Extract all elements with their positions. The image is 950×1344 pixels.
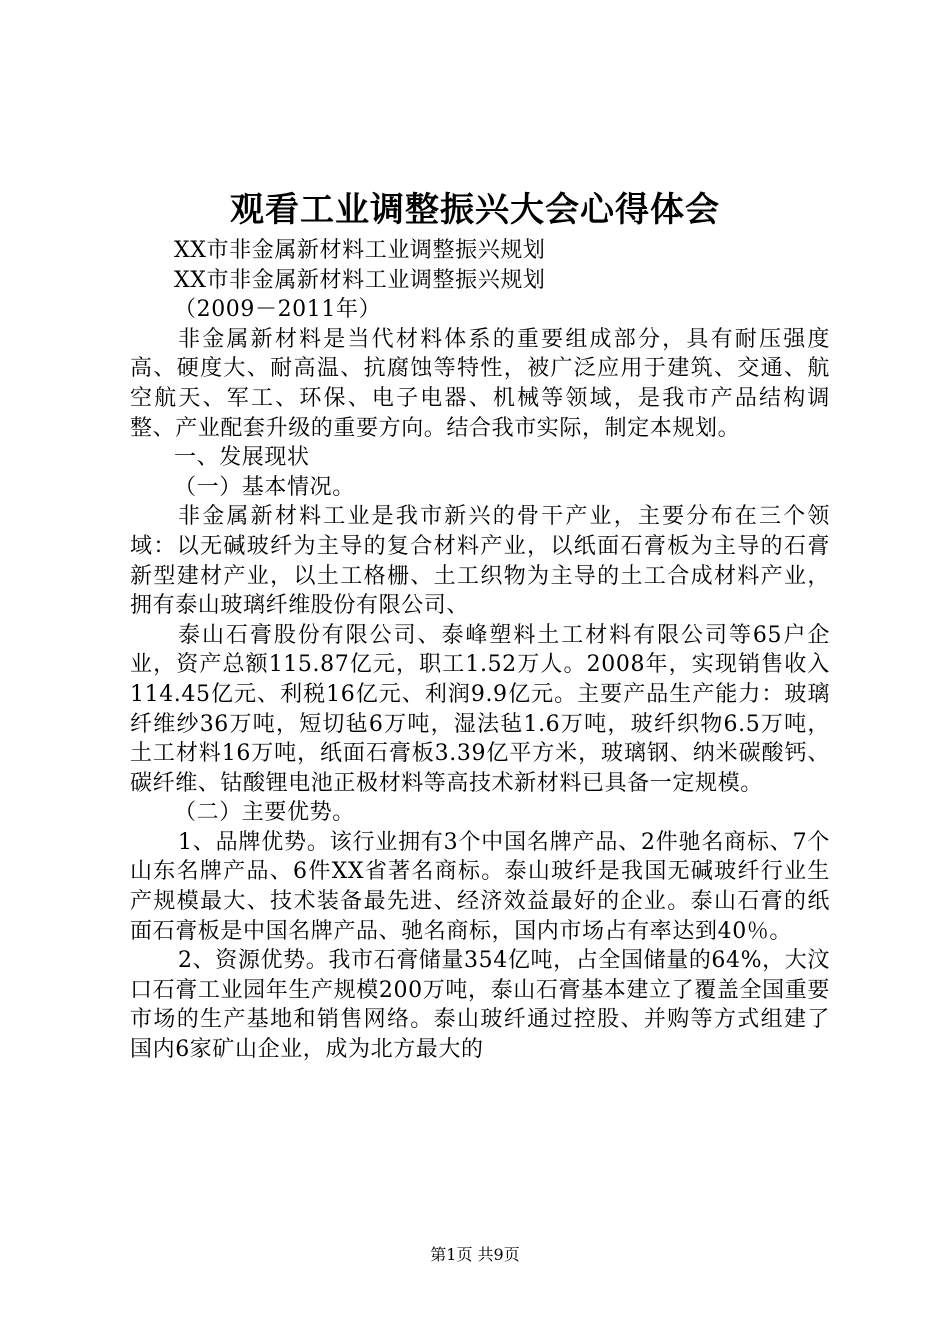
period-line: （2009－2011年） xyxy=(174,297,382,323)
document-title: 观看工业调整振兴大会心得体会 xyxy=(230,190,720,230)
section-heading: 一、发展现状 xyxy=(174,445,310,471)
document-body xyxy=(130,236,830,1065)
subtitle-line: XX市非金属新材料工业调整振兴规划 xyxy=(174,267,546,293)
subsection-heading: （一）基本情况。 xyxy=(174,474,355,500)
subsection-heading: （二）主要优势。 xyxy=(174,800,355,826)
subtitle-line: XX市非金属新材料工业调整振兴规划 xyxy=(174,238,546,263)
paragraph-basic: 非金属新材料工业是我市新兴的骨干产业，主要分布在三个领域：以无碱玻纤为主导的复合材料产业，以纸面石膏板为主导的石膏新型建材产业，以土工格栅、土工织物为主导的土工合成材料产业，拥有泰山玻璃纤维股份有限公司、 xyxy=(130,504,830,619)
page-footer: 第1页 共9页 xyxy=(430,1245,520,1264)
paragraph-brand: 1、品牌优势。该行业拥有3个中国名牌产品、2件驰名商标、7个山东名牌产品、6件XX省著名商标。泰山玻纤是我国无碱玻纤行业生产规模最大、技术装备最先进、经济效益最好的企业。泰山石膏的纸面石膏板是中国名牌产品、驰名商标，国内市场占有率达到40％。 xyxy=(130,829,830,944)
paragraph-resource: 2、资源优势。我市石膏储量354亿吨，占全国储量的64%，大汶口石膏工业园年生产规模200万吨，泰山石膏基本建立了覆盖全国重要市场的生产基地和销售网络。泰山玻纤通过控股、并购等方式组建了国内6家矿山企业，成为北方最大的 xyxy=(130,948,830,1063)
paragraph-enterprises: 泰山石膏股份有限公司、泰峰塑料土工材料有限公司等65户企业，资产总额115.87亿元，职工1.52万人。2008年，实现销售收入114.45亿元、利税16亿元、利润9.9亿元。主要产品生产能力：玻璃纤维纱36万吨，短切毡6万吨，湿法毡1.6万吨，玻纤织物6.5万吨，土工材料16万吨，纸面石膏板3.39亿平方米，玻璃钢、纳米碳酸钙、碳纤维、钴酸锂电池正极材料等高技术新材料已具备一定规模。 xyxy=(130,622,830,796)
paragraph-intro: 非金属新材料是当代材料体系的重要组成部分，具有耐压强度高、硬度大、耐高温、抗腐蚀等特性，被广泛应用于建筑、交通、航空航天、军工、环保、电子电器、机械等领域，是我市产品结构调整、产业配套升级的重要方向。结合我市实际，制定本规划。 xyxy=(130,326,830,441)
